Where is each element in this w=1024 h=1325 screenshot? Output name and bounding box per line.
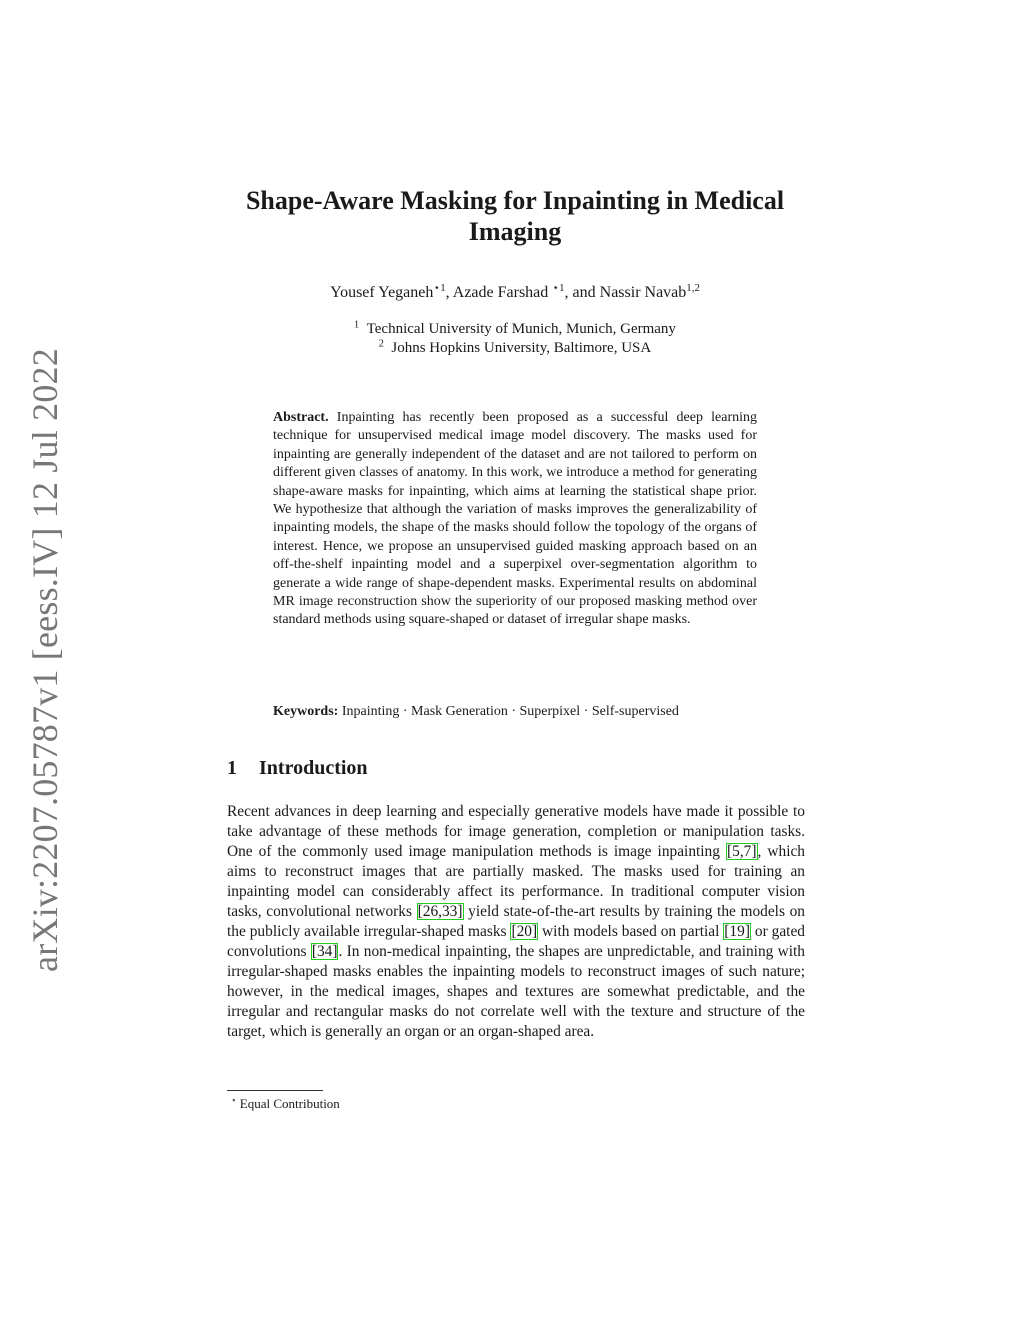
affiliation-number: 1: [354, 319, 360, 331]
author-list: [200, 283, 830, 303]
citation-link[interactable]: [34]: [311, 943, 338, 960]
intro-text: or gated convolutions: [227, 923, 805, 960]
author-mark: ⋆1: [433, 282, 446, 295]
intro-paragraph: [227, 802, 805, 1042]
footnote: [231, 1096, 340, 1112]
intro-text: with models based on partial: [538, 923, 724, 940]
keywords-label: Keywords:: [273, 704, 339, 719]
affiliation-text: Johns Hopkins University, Baltimore, USA: [391, 340, 652, 356]
affiliation: [200, 339, 830, 357]
intro-text: Recent advances in deep learning and especially generative models have made it possible to take advantage of these methods for image generation, completion or manipulation tasks. One of the commonly used image manipulation methods is image inpainting: [227, 803, 805, 860]
abstract-label: Abstract.: [273, 410, 329, 425]
footnote-text: Equal Contribution: [239, 1096, 340, 1111]
author-name: Azade Farshad: [452, 284, 553, 301]
author-mark: ⋆1: [552, 282, 565, 295]
section-number: 1: [227, 757, 237, 779]
arxiv-identifier-text: arXiv:2207.05787v1 [eess.IV] 12 Jul 2022: [25, 348, 66, 972]
intro-text: . In non-medical inpainting, the shapes are unpredictable, and training with irregular-shaped masks enables the inpainting models to reconstruct images of such nature; however, in the medical images, shapes and textures are somewhat predictable, and the irregular and rectangular masks do not correlate well with the texture and structure of the target, which is generally an organ or an organ-shaped area.: [227, 943, 805, 1040]
section-title: Introduction: [259, 757, 368, 779]
citation-link[interactable]: [5,7]: [727, 843, 757, 860]
intro-text: yield state-of-the-art results by training the models on the publicly available irregular-shaped masks: [227, 903, 805, 940]
author-separator: ,: [445, 284, 453, 301]
abstract-text: Inpainting has recently been proposed as a successful deep learning technique for unsupervised medical image model discovery. The masks used for inpainting are generally independent of the dataset and are not tailored to perform on different given classes of anatomy. In this work, we introduce a method for generating shape-aware masks for inpainting, which aims at learning the statistical shape prior. We hypothesize that although the variation of masks improves the generalizability of inpainting models, the shape of the masks should follow the topology of the organs of interest. Hence, we propose an unsupervised guided masking approach based on an off-the-shelf inpainting model and a superpixel over-segmentation algorithm to generate a wide range of shape-dependent masks. Experimental results on abdominal MR image reconstruction show the superiority of our proposed masking method over standard methods using square-shaped or dataset of irregular shape masks.: [273, 410, 757, 628]
citation-link[interactable]: [26,33]: [417, 903, 463, 920]
intro-text: , which aims to reconstruct images that are partially masked. The masks used for training an inpainting model can considerably affect its performance. In traditional computer vision tasks, convolutional networks: [227, 843, 805, 920]
citation-link[interactable]: [19]: [724, 923, 750, 940]
author-mark: 1,2: [686, 282, 700, 295]
keywords: [273, 703, 757, 721]
citation-link[interactable]: [20]: [511, 923, 538, 940]
affiliation: [200, 320, 830, 338]
author-name: Yousef Yeganeh: [330, 284, 434, 301]
author-separator: , and: [564, 284, 600, 301]
section-heading: [227, 756, 368, 780]
affiliation-text: Technical University of Munich, Munich, Germany: [366, 321, 676, 337]
footnote-mark: ⋆: [231, 1095, 237, 1106]
footnote-rule: [227, 1090, 323, 1091]
keywords-text: Inpainting · Mask Generation · Superpixel · Self-supervised: [341, 704, 679, 719]
paper-title: Shape-Aware Masking for Inpainting in Medical Imaging: [245, 186, 785, 246]
author-name: Nassir Navab: [599, 284, 687, 301]
abstract: [273, 409, 757, 630]
affiliation-number: 2: [378, 338, 384, 350]
arxiv-identifier: [25, 348, 66, 972]
